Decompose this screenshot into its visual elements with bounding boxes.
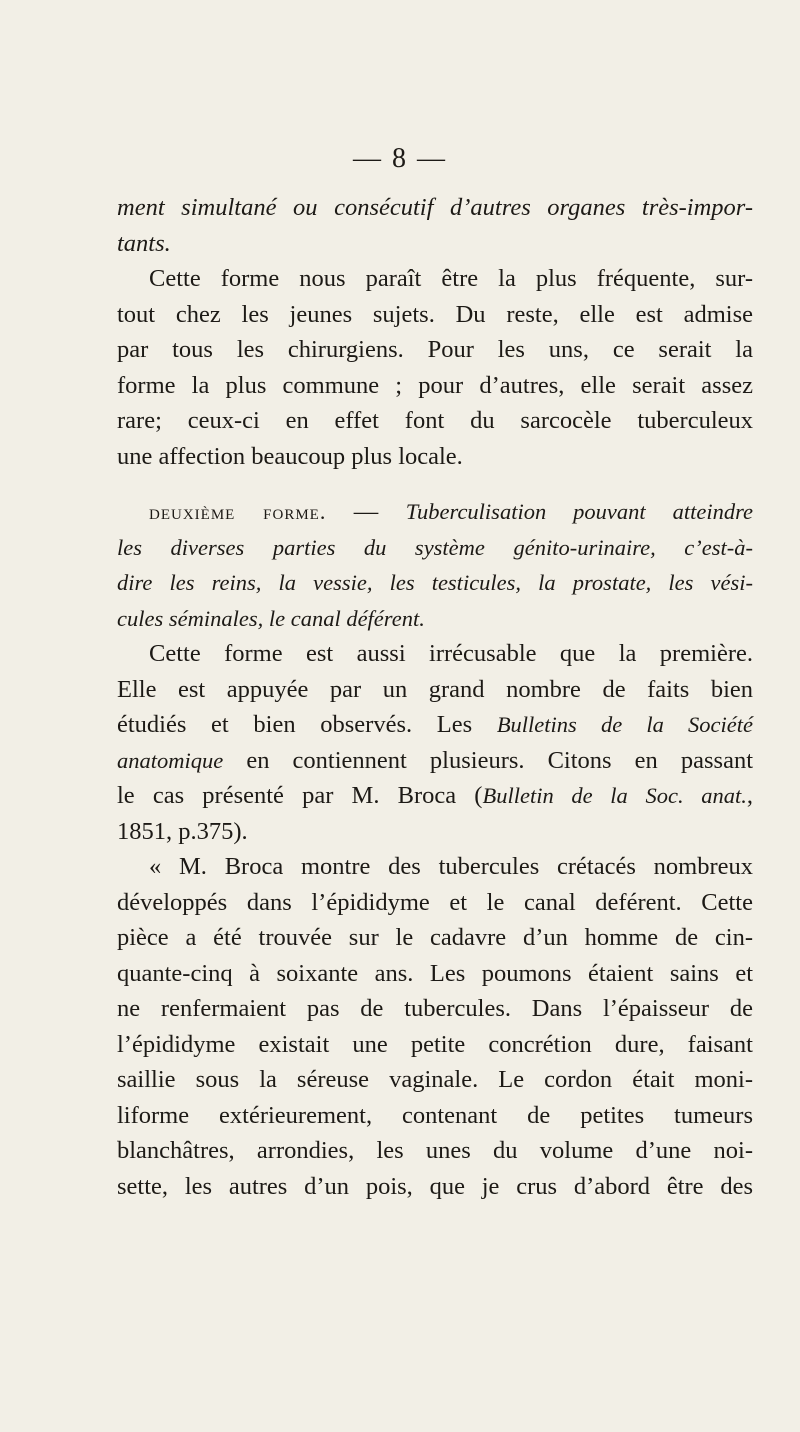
text-line: ment simultané ou consécutif d’autres organes très-impor- bbox=[117, 194, 753, 221]
text-line: dire les reins, la vessie, les testicules, la prostate, les vési- bbox=[117, 570, 753, 595]
text-line: étudiés et bien observés. Les Bulletins de la Société bbox=[117, 711, 753, 738]
text-line: le cas présenté par M. Broca (Bulletin de la Soc. anat., bbox=[117, 782, 753, 809]
text-line: blanchâtres, arrondies, les unes du volume d’une noi- bbox=[117, 1137, 753, 1164]
heading-dash: — bbox=[326, 498, 406, 525]
text-line: « M. Broca montre des tubercules crétacés nombreux bbox=[149, 853, 753, 880]
body-text bbox=[117, 190, 753, 1204]
citation-title: anatomique bbox=[117, 747, 224, 773]
text-line: forme la plus commune ; pour d’autres, elle serait assez bbox=[117, 371, 753, 399]
citation-title: Bulletins de la Société bbox=[496, 712, 753, 737]
text-line: Cette forme nous paraît être la plus fréquente, sur- bbox=[149, 265, 753, 292]
text-line: une affection beaucoup plus locale. bbox=[117, 442, 463, 470]
text-line: Cette forme est aussi irrécusable que la première. bbox=[149, 640, 753, 667]
heading-title: Tuberculisation pouvant atteindre bbox=[405, 499, 753, 524]
section-heading bbox=[117, 494, 753, 636]
text-line: les diverses parties du système génito-urinaire, c’est-à- bbox=[117, 534, 753, 560]
text-line: Elle est appuyée par un grand nombre de faits bien bbox=[117, 675, 753, 703]
text-line: développés dans l’épididyme et le canal deférent. Cette bbox=[117, 888, 753, 916]
text-line: l’épididyme existait une petite concrétion dure, faisant bbox=[117, 1030, 753, 1058]
text-line: 1851, p.375). bbox=[117, 817, 248, 845]
text-line: sette, les autres d’un pois, que je crus d’abord être des bbox=[117, 1172, 753, 1200]
text-line: tout chez les jeunes sujets. Du reste, elle est admise bbox=[117, 300, 753, 328]
text-line: pièce a été trouvée sur le cadavre d’un homme de cin- bbox=[117, 924, 753, 951]
citation-title: Bulletin de la Soc. anat. bbox=[482, 783, 747, 808]
page-number: — 8 — bbox=[353, 143, 447, 174]
text-line: tants. bbox=[117, 229, 171, 257]
paragraph bbox=[117, 261, 753, 474]
text-line: par tous les chirurgiens. Pour les uns, ce serait la bbox=[117, 336, 753, 363]
paragraph bbox=[117, 636, 753, 849]
text-line: anatomique en contiennent plusieurs. Citons en passant bbox=[117, 746, 753, 774]
text-line bbox=[117, 494, 753, 530]
text-line: rare; ceux-ci en effet font du sarcocèle tuberculeux bbox=[117, 407, 753, 434]
paragraph bbox=[117, 849, 753, 1204]
text-line: cules séminales, le canal déférent. bbox=[117, 605, 425, 631]
paragraph-continuation bbox=[117, 190, 753, 261]
text-line: quante-cinq à soixante ans. Les poumons étaient sains et bbox=[117, 959, 753, 987]
heading-label: deuxième forme. bbox=[149, 499, 327, 524]
text-line: liforme extérieurement, contenant de petites tumeurs bbox=[117, 1101, 753, 1129]
text-line: ne renfermaient pas de tubercules. Dans l’épaisseur de bbox=[117, 995, 753, 1022]
text-line: saillie sous la séreuse vaginale. Le cordon était moni- bbox=[117, 1066, 753, 1093]
